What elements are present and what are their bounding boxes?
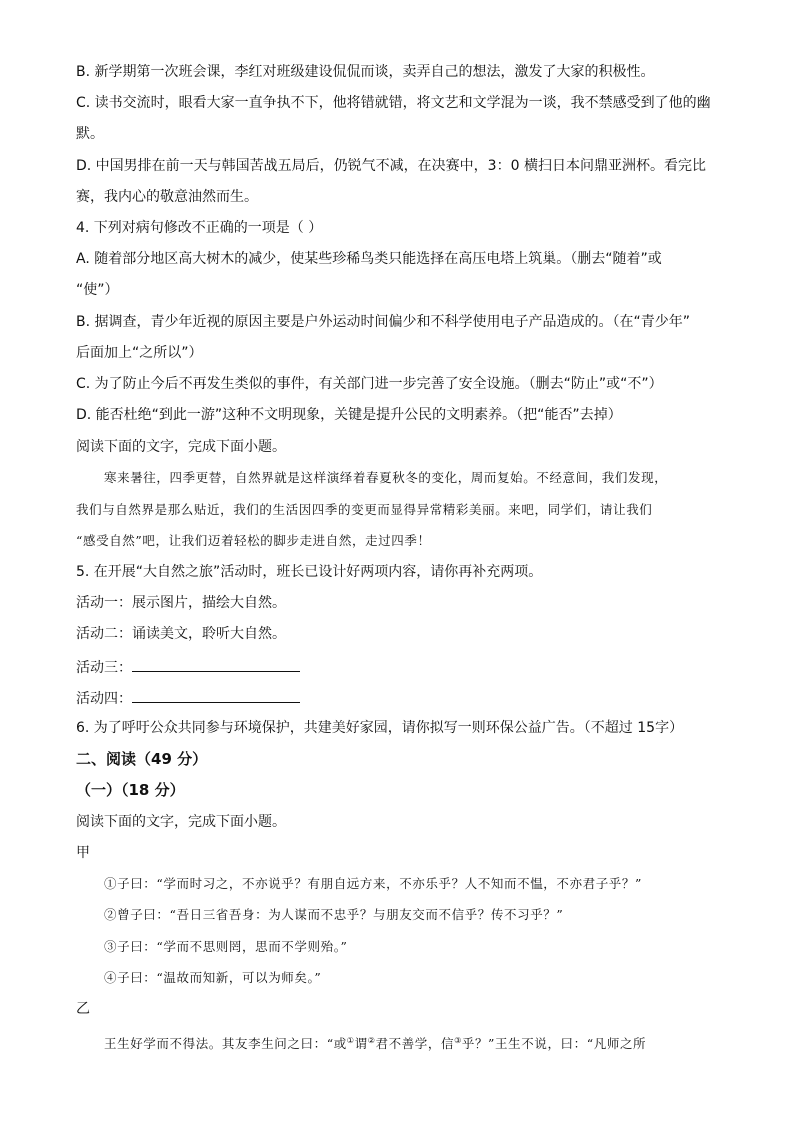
q5-activity-1: 活动一：展示图片，描绘大自然。 bbox=[76, 595, 286, 611]
passage-line: 寒来暑往，四季更替，自然界就是这样演绎着春夏秋冬的变化，周而复始。不经意间，我们发现， bbox=[104, 470, 668, 485]
activity-4-answer-blank[interactable] bbox=[132, 688, 300, 703]
reading-instruction: 阅读下面的文字，完成下面小题。 bbox=[76, 814, 286, 830]
q3-option-c-line1: C. 读书交流时，眼看大家一直争执不下，他将错就错，将文艺和文学混为一谈，我不禁感受到了他的幽 bbox=[76, 95, 711, 111]
analects-item: ②曾子曰：“吾日三省吾身：为人谋而不忠乎？与朋友交而不信乎？传不习乎？” bbox=[104, 907, 564, 922]
q4-option-c: C. 为了防止今后不再发生类似的事件，有关部门进一步完善了安全设施。（删去“防止”或“不”） bbox=[76, 376, 663, 392]
text-yi-line bbox=[104, 1032, 716, 1053]
text-yi-segment: 君不善学，信 bbox=[375, 1036, 455, 1052]
text-yi-segment: 乎？”王生不说，曰：“凡师之所 bbox=[461, 1036, 647, 1052]
q5-stem: 5. 在开展“大自然之旅”活动时，班长已设计好两项内容，请你再补充两项。 bbox=[76, 564, 543, 580]
q4-option-b-line1: B. 据调查，青少年近视的原因主要是户外运动时间偏少和不科学使用电子产品造成的。（在“青少年” bbox=[76, 314, 691, 330]
q6-stem: 6. 为了呼吁公众共同参与环境保护，共建美好家园，请你拟写一则环保公益广告。（不超过 15字） bbox=[76, 720, 684, 736]
q4-option-a-line1: A. 随着部分地区高大树木的减少，使某些珍稀鸟类只能选择在高压电塔上筑巢。（删去“随着”或 bbox=[76, 251, 662, 267]
q5-activity-3 bbox=[76, 657, 716, 677]
activity-3-answer-blank[interactable] bbox=[132, 657, 300, 672]
activity-4-label: 活动四： bbox=[76, 691, 132, 707]
q3-option-d-line2: 赛，我内心的敬意油然而生。 bbox=[76, 189, 258, 205]
analects-item: ④子曰：“温故而知新，可以为师矣。” bbox=[104, 970, 322, 985]
q4-option-a-line2: “使”） bbox=[76, 282, 119, 298]
q3-option-d-line1: D. 中国男排在前一天与韩国苦战五局后，仍锐气不减，在决赛中，3：0 横扫日本问鼎亚洲杯。看完比 bbox=[76, 158, 706, 174]
footnote-marker: ② bbox=[367, 1036, 376, 1045]
analects-item: ③子曰：“学而不思则罔，思而不学则殆。” bbox=[104, 939, 348, 954]
text-jia-label: 甲 bbox=[76, 845, 90, 861]
passage-line: “感受自然”吧，让我们迈着轻松的脚步走进自然，走过四季！ bbox=[76, 533, 431, 548]
q4-stem: 4. 下列对病句修改不正确的一项是（ ） bbox=[76, 220, 323, 236]
q3-option-c-line2: 默。 bbox=[76, 126, 104, 142]
q4-option-b-line2: 后面加上“之所以”） bbox=[76, 345, 203, 361]
q4-option-d: D. 能否杜绝“到此一游”这种不文明现象，关键是提升公民的文明素养。（把“能否”去掉） bbox=[76, 407, 622, 423]
text-yi-segment: 谓 bbox=[354, 1036, 368, 1052]
analects-item: ①子曰：“学而时习之，不亦说乎？有朋自远方来，不亦乐乎？人不知而不愠，不亦君子乎？” bbox=[104, 876, 642, 891]
passage-line: 我们与自然界是那么贴近，我们的生活因四季的变更而显得异常精彩美丽。来吧，同学们，请让我们 bbox=[76, 502, 653, 517]
text-yi-segment: 王生好学而不得法。其友李生问之曰：“或 bbox=[104, 1036, 347, 1052]
subsection-heading: （一）（18 分） bbox=[76, 781, 185, 799]
q3-option-b: B. 新学期第一次班会课，李红对班级建设侃侃而谈，卖弄自己的想法，激发了大家的积极性。 bbox=[76, 64, 655, 80]
reading-instruction: 阅读下面的文字，完成下面小题。 bbox=[76, 439, 286, 455]
q5-activity-2: 活动二：诵读美文，聆听大自然。 bbox=[76, 626, 286, 642]
activity-3-label: 活动三： bbox=[76, 660, 132, 676]
section-heading: 二、阅读（49 分） bbox=[76, 750, 208, 768]
q5-activity-4 bbox=[76, 688, 716, 708]
footnote-marker: ① bbox=[346, 1036, 355, 1045]
footnote-marker: ③ bbox=[454, 1036, 462, 1045]
text-yi-label: 乙 bbox=[76, 1001, 90, 1017]
